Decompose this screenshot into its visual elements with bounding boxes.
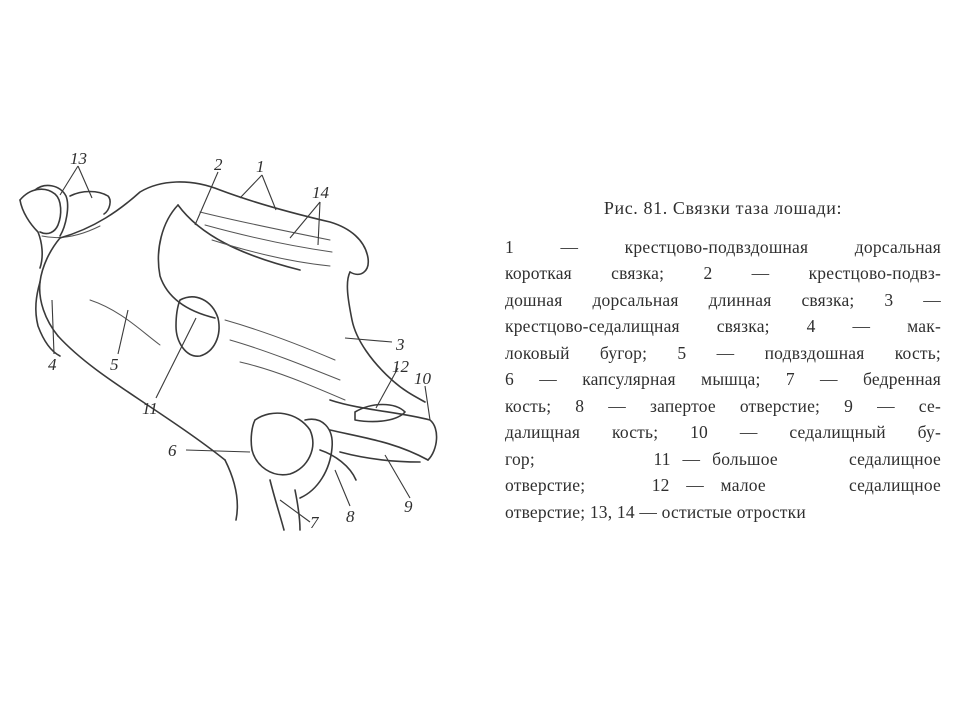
figure-caption bbox=[505, 195, 941, 525]
caption-line: 6 — капсулярная мышца; 7 — бедренная bbox=[505, 369, 941, 389]
callout-5: 5 bbox=[110, 355, 119, 374]
callout-3: 3 bbox=[396, 335, 405, 354]
leader-lines bbox=[52, 166, 430, 522]
callout-13: 13 bbox=[70, 149, 87, 168]
caption-line: отверстие; 13, 14 — остистые отростки bbox=[505, 501, 806, 522]
callout-11: 11 bbox=[142, 399, 158, 418]
callout-7: 7 bbox=[310, 513, 319, 532]
caption-line: 1 — крестцово-подвздошная дорсальная bbox=[505, 236, 941, 257]
caption-line: дошная дорсальная длинная связка; 3 — bbox=[505, 289, 941, 310]
caption-line: крестцово-седалищная связка; 4 — мак- bbox=[505, 316, 941, 336]
callout-10: 10 bbox=[414, 369, 431, 388]
caption-line: далищная кость; 10 — седалищный бу- bbox=[505, 422, 941, 442]
caption-line: кость; 8 — запертое отверстие; 9 — се- bbox=[505, 395, 941, 416]
pelvis-body bbox=[36, 182, 437, 530]
caption-line: локовый бугор; 5 — подвздошная кость; bbox=[505, 342, 941, 363]
caption-line: гор; 11 — большое седалищное bbox=[505, 448, 941, 469]
callout-1: 1 bbox=[256, 157, 265, 176]
callout-6: 6 bbox=[168, 441, 177, 460]
caption-title: Рис. 81. Связки таза лошади: bbox=[603, 198, 843, 218]
spinous-processes bbox=[20, 185, 110, 268]
callout-14: 14 bbox=[312, 183, 329, 202]
callout-12: 12 bbox=[392, 357, 409, 376]
callout-4: 4 bbox=[48, 355, 57, 374]
caption-line: отверстие; 12 — малое седалищное bbox=[505, 475, 941, 495]
callout-8: 8 bbox=[346, 507, 355, 526]
callout-2: 2 bbox=[214, 155, 223, 174]
caption-line: короткая связка; 2 — крестцово-подвз- bbox=[505, 263, 941, 283]
callout-9: 9 bbox=[404, 497, 413, 516]
